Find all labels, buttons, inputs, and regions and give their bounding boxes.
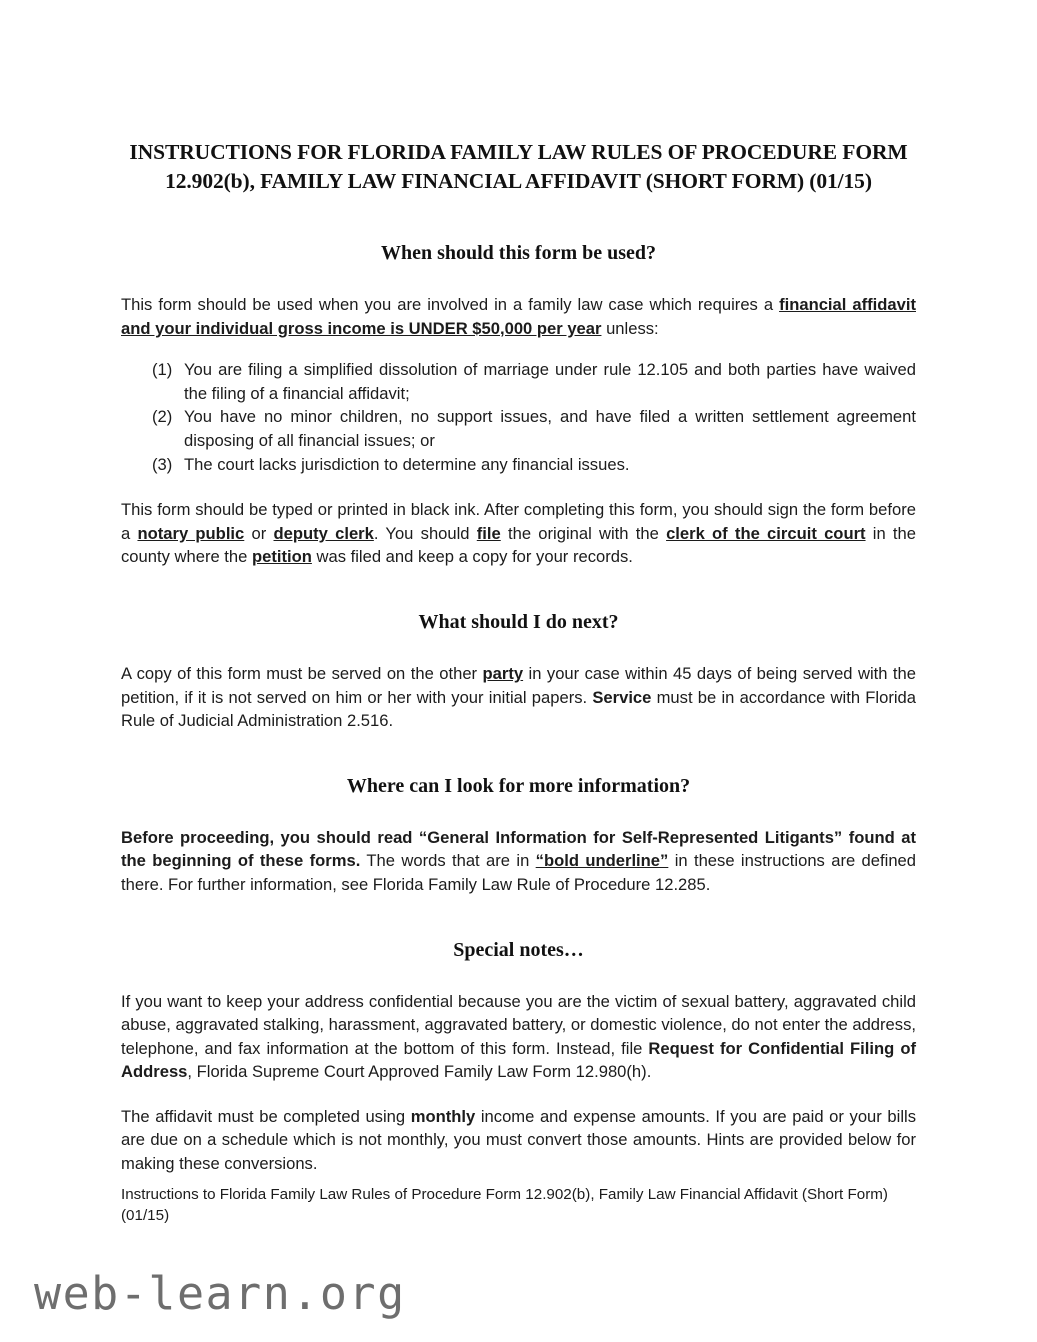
text-special-notes-1-part2: , Florida Supreme Court Approved Family Law Form 12.980(h). bbox=[187, 1062, 652, 1082]
term-monthly: monthly bbox=[410, 1106, 476, 1126]
text-do-next-part1: A copy of this form must be served on the other bbox=[121, 663, 483, 683]
list-item-text: The court lacks jurisdiction to determine any financial issues. bbox=[184, 454, 630, 474]
list-exceptions bbox=[121, 358, 916, 476]
list-item bbox=[121, 405, 916, 452]
text-closing-part6: was filed and keep a copy for your records. bbox=[311, 547, 633, 567]
text-closing-part3: . You should bbox=[373, 523, 477, 543]
term-file: file bbox=[476, 523, 501, 543]
watermark: web-learn.org bbox=[34, 1267, 406, 1320]
term-service: Service bbox=[592, 687, 652, 707]
text-closing-part4: the original with the bbox=[500, 523, 667, 543]
text-do-next-part3: must be in accordance with Florida Rule of Judicial Administration 2.516. bbox=[121, 687, 916, 731]
term-request-for-confidential-filing-of-address: Request for Confidential Filing of Address bbox=[121, 1038, 916, 1082]
text-more-info-bold-lead: Before proceeding, you should read “General Information for Self-Represented Litigants” found at the beginning of these forms. bbox=[121, 827, 916, 871]
term-petition: petition bbox=[251, 547, 312, 567]
list-item-marker: (3) bbox=[152, 454, 173, 474]
section-heading-more-info: Where can I look for more information? bbox=[346, 774, 691, 797]
section-heading-when-used: When should this form be used? bbox=[380, 242, 657, 264]
document-content bbox=[121, 138, 916, 1227]
list-item bbox=[121, 453, 916, 477]
footnote-line-1: Instructions to Florida Family Law Rules of Procedure Form 12.902(b), Family Law Financial Affidavit (Short Form) bbox=[121, 1185, 888, 1203]
text-closing-part2: or bbox=[244, 523, 274, 543]
term-clerk-of-the-circuit-court: clerk of the circuit court bbox=[666, 523, 866, 543]
paragraph-when-used-intro bbox=[121, 293, 916, 340]
term-notary-public: notary public bbox=[137, 523, 245, 543]
text-intro-part1: This form should be used when you are involved in a family law case which requires a bbox=[121, 295, 780, 314]
term-financial-affidavit-income: financial affidavit and your individual gross income is UNDER $50,000 per year bbox=[121, 295, 916, 338]
document-title-line-1: INSTRUCTIONS FOR FLORIDA FAMILY LAW RULES OF PROCEDURE FORM bbox=[129, 140, 908, 164]
list-item-marker: (2) bbox=[152, 407, 173, 427]
list-item-text: You have no minor children, no support issues, and have filed a written settlement agreement disposing of all financial issues; or bbox=[184, 407, 916, 450]
term-bold-underline: “bold underline” bbox=[535, 851, 669, 871]
term-deputy-clerk: deputy clerk bbox=[273, 523, 374, 543]
paragraph-when-used-closing bbox=[121, 498, 916, 569]
text-closing-part1: This form should be typed or printed in black ink. After completing this form, you should sign the form before a bbox=[121, 500, 916, 543]
paragraph-more-info bbox=[121, 826, 916, 897]
paragraph-special-notes-1 bbox=[121, 990, 916, 1084]
paragraph-special-notes-2 bbox=[121, 1105, 916, 1176]
list-item-marker: (1) bbox=[152, 360, 173, 380]
section-heading-do-next: What should I do next? bbox=[418, 610, 619, 633]
section-heading-special-notes: Special notes… bbox=[453, 938, 584, 961]
document-title-line-2: 12.902(b), FAMILY LAW FINANCIAL AFFIDAVIT (SHORT FORM) (01/15) bbox=[165, 169, 872, 193]
text-special-notes-1-part1: If you want to keep your address confidential because you are the victim of sexual battery, aggravated child abuse, aggravated stalking, harassment, aggravated battery, or domestic violence, do not enter the address, telephone, and fax information at the bottom of this form. Instead, file bbox=[121, 991, 916, 1058]
text-more-info-part1: The words that are in bbox=[360, 851, 536, 871]
text-more-info-part2: in these instructions are defined there. For further information, see Florida Family Law Rule of Procedure 12.285. bbox=[121, 851, 917, 894]
list-item bbox=[121, 358, 916, 405]
text-intro-part2: unless: bbox=[601, 318, 659, 338]
text-special-notes-2-part1: The affidavit must be completed using bbox=[121, 1106, 411, 1126]
paragraph-do-next bbox=[121, 662, 916, 733]
footnote-line-2: (01/15) bbox=[121, 1207, 170, 1225]
list-item-text: You are filing a simplified dissolution of marriage under rule 12.105 and both parties have waived the filing of a financial affidavit; bbox=[184, 360, 916, 403]
text-do-next-part2: in your case within 45 days of being served with the petition, if it is not served on him or her with your initial papers. bbox=[121, 663, 916, 707]
text-special-notes-2-part2: income and expense amounts. If you are paid or your bills are due on a schedule which is not monthly, you must convert those amounts. Hints are provided below for making these conversions. bbox=[121, 1106, 916, 1174]
document-title bbox=[121, 138, 916, 196]
text-closing-part5: in the county where the bbox=[121, 523, 917, 567]
term-party: party bbox=[482, 663, 524, 683]
